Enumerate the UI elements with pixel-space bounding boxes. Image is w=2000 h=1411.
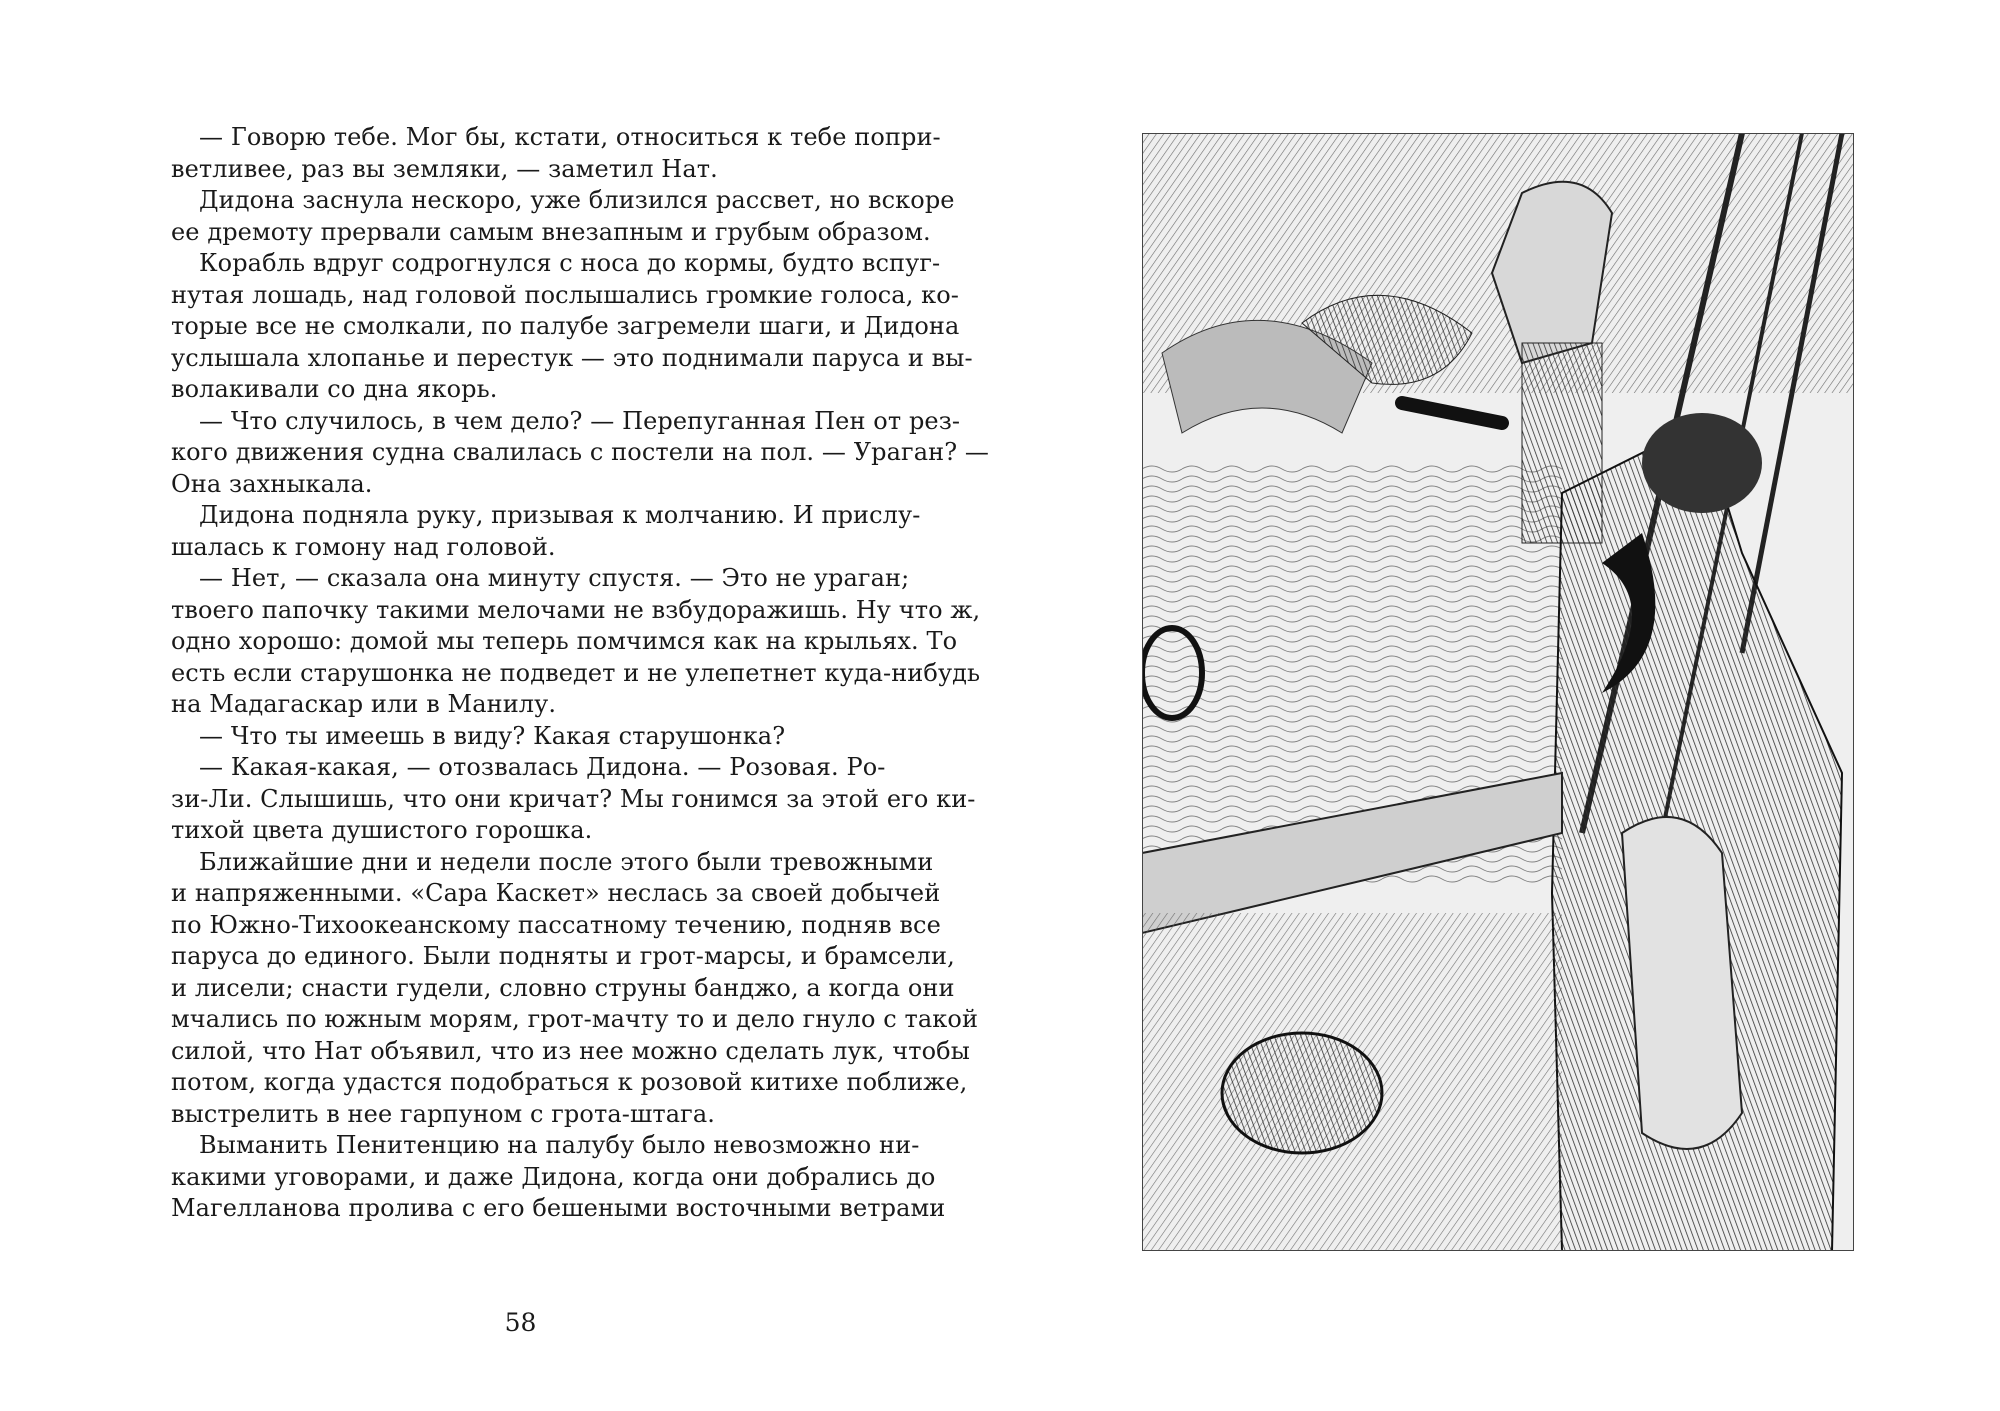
text-line: Ближайшие дни и недели после этого были тревожными [199,847,934,876]
text-line: и напряженными. «Сара Каскет» неслась за своей добычей [171,879,941,907]
captain-hat [1642,413,1762,513]
text-line: Дидона подняла руку, призывая к молчанию. И прислу- [199,501,921,529]
child-figure [1622,817,1742,1149]
text-line: есть если старушонка не подведет и не улепетнет куда-нибудь [171,658,981,687]
text-line: нутая лошадь, над головой послышались громкие голоса, ко- [171,280,960,309]
text-line: — Говорю тебе. Мог бы, кстати, относиться к тебе попри- [199,123,941,151]
text-line: твоего папочку такими мелочами не взбудоражишь. Ну что ж, [171,595,981,624]
rope-coil [1222,1033,1382,1153]
text-line: кого движения судна свалилась с постели на пол. — Ураган? — [171,438,990,466]
text-line: — Что ты имеешь в виду? Какая старушонка? [199,721,786,750]
text-line: — Нет, — сказала она минуту спустя. — Это не ураган; [199,564,910,592]
text-line: зи-Ли. Слышишь, что они кричат? Мы гонимся за этой его ки- [171,784,976,813]
text-line: на Мадагаскар или в Манилу. [171,690,557,718]
text-line: какими уговорами, и даже Дидона, когда они добрались до [171,1162,936,1191]
text-line: ее дремоту прервали самым внезапным и грубым образом. [171,217,931,246]
text-line: мчались по южным морям, грот-мачту то и дело гнуло с такой [171,1005,979,1033]
text-line: потом, когда удастся подобраться к розовой китихе поближе, [171,1068,968,1096]
text-line: Магелланова пролива с его бешеными восточными ветрами [171,1194,946,1222]
text-line: волакивали со дна якорь. [171,375,498,403]
text-line: Она захныкала. [171,469,373,498]
text-line: одно хорошо: домой мы теперь помчимся как на крыльях. То [171,627,958,655]
text-line: паруса до единого. Были подняты и грот-марсы, и брамсели, [171,942,955,970]
left-page-text [171,122,990,1225]
text-line: — Какая-какая, — отозвалась Дидона. — Розовая. Ро- [199,753,886,781]
text-line: Корабль вдруг содрогнулся с носа до кормы, будто вспуг- [199,249,941,277]
text-line: и лисели; снасти гудели, словно струны банджо, а когда они [171,973,955,1002]
text-line: торые все не смолкали, по палубе загремели шаги, и Дидона [171,312,960,340]
text-line: Дидона заснула нескоро, уже близился рассвет, но вскоре [199,186,955,214]
text-line: Выманить Пенитенцию на палубу было невозможно ни- [199,1131,920,1159]
text-line: ветливее, раз вы земляки, — заметил Нат. [171,154,718,183]
illustration-drawing [1142,133,1854,1251]
text-line: шалась к гомону над головой. [171,532,556,561]
text-line: услышала хлопанье и перестук — это поднимали паруса и вы- [171,343,973,372]
text-line: силой, что Нат объявил, что из нее можно сделать лук, чтобы [171,1036,970,1065]
text-line: — Что случилось, в чем дело? — Перепуганная Пен от рез- [199,406,961,435]
page-number: 58 [504,1308,537,1337]
ship-illustration [1142,133,1854,1251]
text-line: тихой цвета душистого горошка. [171,816,593,844]
text-line: по Южно-Тихоокеанскому пассатному течению, подняв все [171,910,941,939]
text-line: выстрелить в нее гарпуном с грота-штага. [171,1099,715,1128]
